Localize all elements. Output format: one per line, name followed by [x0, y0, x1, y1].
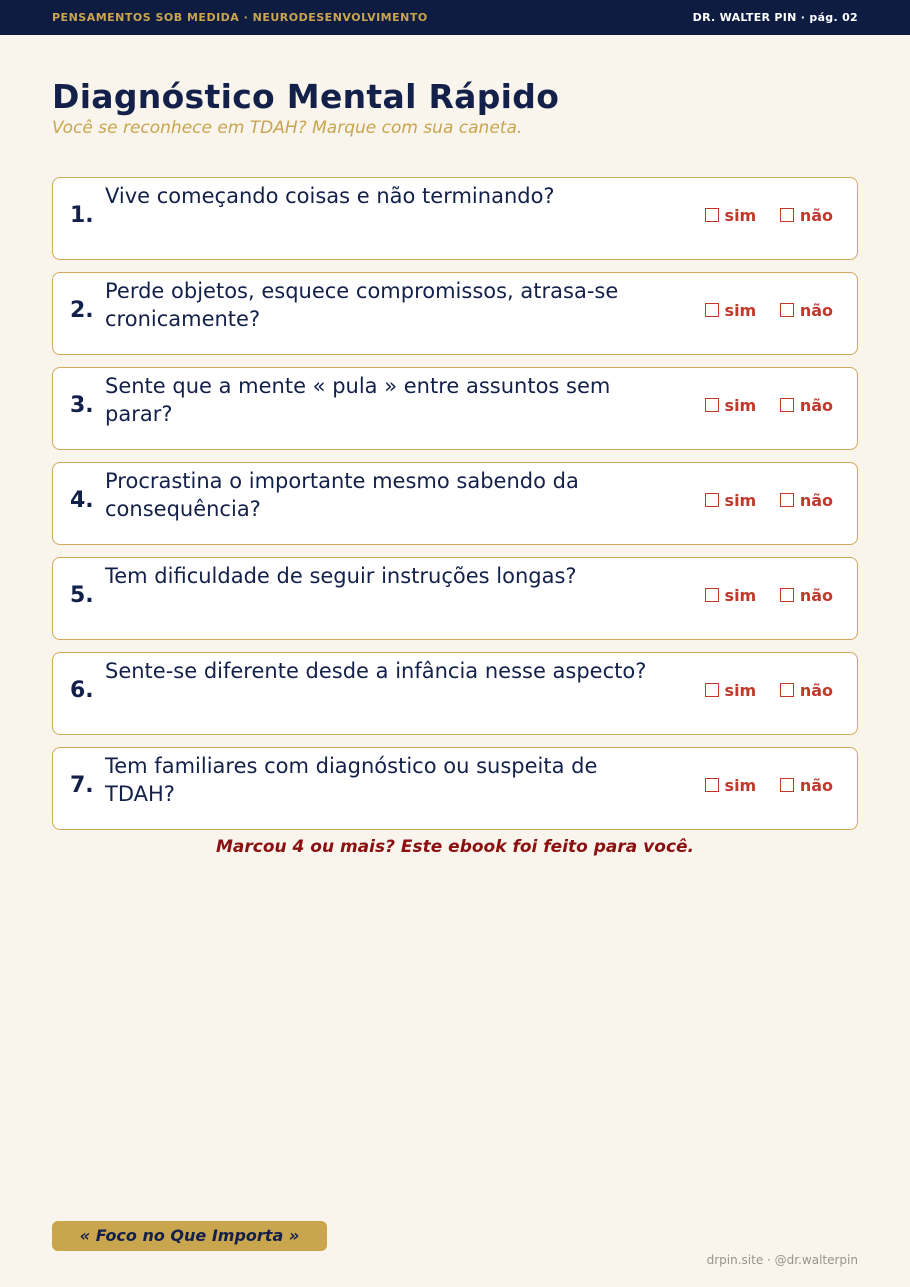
question-number: 1. [70, 203, 94, 228]
question-text: Tem familiares com diagnóstico ou suspeita de TDAH? [105, 754, 598, 806]
no-label: não [799, 681, 833, 700]
question-card-2 [52, 272, 858, 355]
yes-label: sim [724, 491, 757, 510]
checkbox-square-icon [705, 208, 719, 222]
answer-options [687, 586, 833, 605]
question-card-7 [52, 747, 858, 830]
yes-checkbox[interactable] [705, 396, 757, 415]
checkbox-square-icon [780, 778, 794, 792]
answer-options [687, 776, 833, 795]
no-label: não [799, 776, 833, 795]
no-checkbox[interactable] [780, 301, 833, 320]
top-header-bar [0, 0, 910, 35]
yes-checkbox[interactable] [705, 206, 757, 225]
answer-options [687, 301, 833, 320]
yes-checkbox[interactable] [705, 681, 757, 700]
answer-options [687, 206, 833, 225]
question-text: Sente-se diferente desde a infância nesse aspecto? [105, 659, 647, 683]
question-text: Tem dificuldade de seguir instruções longas? [105, 564, 577, 588]
checkbox-square-icon [780, 493, 794, 507]
checkbox-square-icon [705, 303, 719, 317]
question-number: 7. [70, 773, 94, 798]
yes-label: sim [724, 586, 757, 605]
question-list [52, 177, 858, 842]
question-card-5 [52, 557, 858, 640]
checkbox-square-icon [780, 398, 794, 412]
no-label: não [799, 396, 833, 415]
checkbox-square-icon [705, 683, 719, 697]
no-checkbox[interactable] [780, 776, 833, 795]
question-text: Vive começando coisas e não terminando? [105, 184, 555, 208]
question-card-6 [52, 652, 858, 735]
yes-checkbox[interactable] [705, 301, 757, 320]
no-checkbox[interactable] [780, 206, 833, 225]
yes-label: sim [724, 301, 757, 320]
checkbox-square-icon [705, 493, 719, 507]
checkbox-square-icon [705, 588, 719, 602]
yes-label: sim [724, 681, 757, 700]
question-number: 5. [70, 583, 94, 608]
question-number: 6. [70, 678, 94, 703]
answer-options [687, 681, 833, 700]
yes-checkbox[interactable] [705, 491, 757, 510]
footer-links: drpin.site · @dr.walterpin [706, 1253, 858, 1267]
no-checkbox[interactable] [780, 586, 833, 605]
question-number: 3. [70, 393, 94, 418]
question-text: Sente que a mente « pula » entre assuntos sem parar? [105, 374, 611, 426]
checkbox-square-icon [705, 778, 719, 792]
header-author-page: DR. WALTER PIN · pág. 02 [692, 11, 858, 24]
question-text: Perde objetos, esquece compromissos, atrasa-se cronicamente? [105, 279, 619, 331]
yes-label: sim [724, 206, 757, 225]
header-series-label: PENSAMENTOS SOB MEDIDA · NEURODESENVOLVIMENTO [52, 11, 428, 24]
checkbox-square-icon [780, 303, 794, 317]
question-card-4 [52, 462, 858, 545]
no-checkbox[interactable] [780, 681, 833, 700]
answer-options [687, 396, 833, 415]
yes-checkbox[interactable] [705, 776, 757, 795]
question-number: 4. [70, 488, 94, 513]
yes-label: sim [724, 776, 757, 795]
score-note: Marcou 4 ou mais? Este ebook foi feito para você. [215, 837, 695, 857]
checkbox-square-icon [780, 683, 794, 697]
yes-checkbox[interactable] [705, 586, 757, 605]
no-checkbox[interactable] [780, 396, 833, 415]
no-label: não [799, 586, 833, 605]
question-card-1 [52, 177, 858, 260]
tagline-badge: « Foco no Que Importa » [52, 1221, 327, 1251]
no-label: não [799, 491, 833, 510]
question-card-3 [52, 367, 858, 450]
question-number: 2. [70, 298, 94, 323]
no-label: não [799, 206, 833, 225]
checkbox-square-icon [780, 588, 794, 602]
checkbox-square-icon [780, 208, 794, 222]
page-title: Diagnóstico Mental Rápido [52, 77, 560, 116]
checkbox-square-icon [705, 398, 719, 412]
no-checkbox[interactable] [780, 491, 833, 510]
no-label: não [799, 301, 833, 320]
answer-options [687, 491, 833, 510]
question-text: Procrastina o importante mesmo sabendo da consequência? [105, 469, 579, 521]
page-subtitle: Você se reconhece em TDAH? Marque com sua caneta. [52, 118, 523, 138]
yes-label: sim [724, 396, 757, 415]
